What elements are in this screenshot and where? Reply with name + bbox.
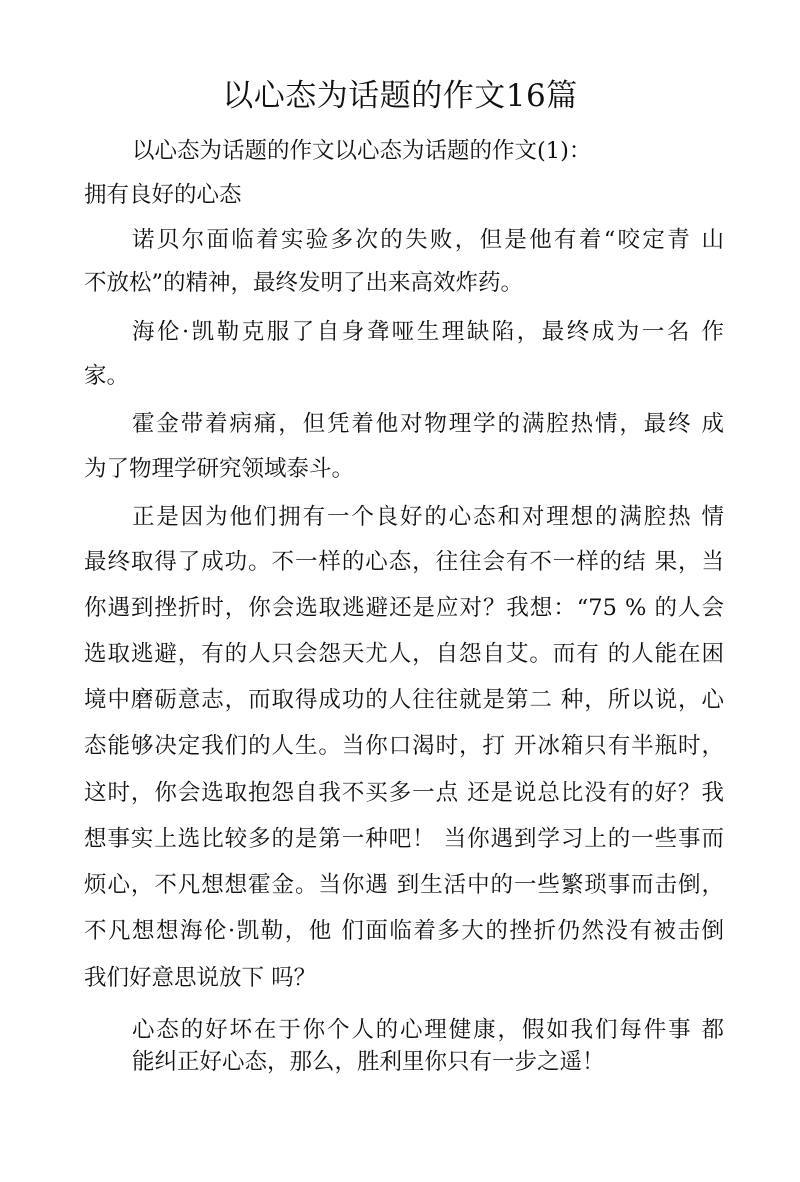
paragraph-4-line-11: 我们好意思说放下 吗？	[84, 965, 317, 991]
paragraph-1-line-1: 诺贝尔面临着实验多次的失败，但是他有着“咬定青 山	[132, 227, 724, 253]
paragraph-4-line-4: 选取逃避，有的人只会怨天尤人，自怨自艾。而有 的人能在困	[84, 641, 724, 667]
paragraph-4-line-2: 最终取得了成功。不一样的心态，往往会有不一样的结 果，当	[84, 549, 724, 575]
paragraph-3-line-1: 霍金带着病痛，但凭着他对物理学的满腔热情，最终 成	[132, 411, 724, 437]
paragraph-3-line-2: 为了物理学研究领域泰斗。	[84, 456, 355, 482]
paragraph-4-line-5: 境中磨砺意志，而取得成功的人往往就是第二 种，所以说，心	[84, 687, 724, 713]
paragraph-5-line-2: 能纠正好心态，那么，胜利里你只有一步之遥！	[132, 1049, 605, 1075]
paragraph-4-line-1: 正是因为他们拥有一个良好的心态和对理想的满腔热 情	[132, 504, 724, 530]
paragraph-2-line-1: 海伦·凯勒克服了自身聋哑生理缺陷，最终成为一名 作	[132, 319, 724, 345]
paragraph-4-line-10: 不凡想想海伦·凯勒，他 们面临着多大的挫折仍然没有被击倒	[84, 918, 724, 944]
essay-subtitle: 拥有良好的心态	[84, 182, 242, 208]
document-title: 以心态为话题的作文16篇	[222, 78, 578, 114]
paragraph-4-line-6: 态能够决定我们的人生。当你口渴时，打 开冰箱只有半瓶时，	[84, 733, 724, 759]
intro-line: 以心态为话题的作文以心态为话题的作文(1)：	[132, 138, 592, 164]
paragraph-4-line-9: 烦心，不凡想想霍金。当你遇 到生活中的一些繁琐事而击倒，	[84, 872, 724, 898]
paragraph-1-line-2: 不放松”的精神，最终发明了出来高效炸药。	[84, 270, 524, 296]
paragraph-4-line-7: 这时，你会选取抱怨自我不买多一点 还是说总比没有的好？我	[84, 780, 724, 806]
paragraph-5-line-1: 心态的好坏在于你个人的心理健康，假如我们每件事 都	[132, 1017, 724, 1043]
paragraph-4-line-8: 想事实上选比较多的是第一种吧！ 当你遇到学习上的一些事而	[84, 826, 724, 852]
paragraph-2-line-2: 家。	[84, 363, 130, 389]
paragraph-4-line-3: 你遇到挫折时，你会选取逃避还是应对？我想：“75 % 的人会	[84, 595, 724, 621]
